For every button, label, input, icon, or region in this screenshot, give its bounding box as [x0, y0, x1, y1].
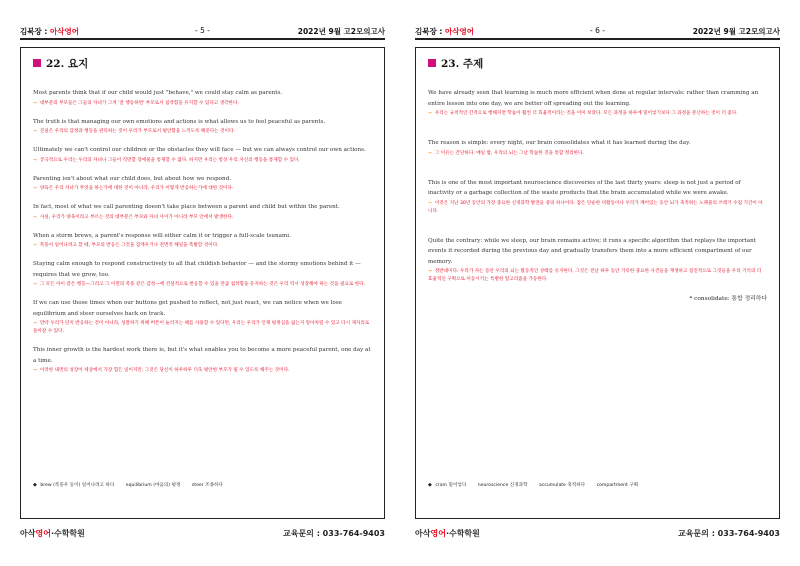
arrow-icon: → [33, 100, 37, 106]
korean-translation: → 그 모든 아이 같은 행동—그리고 그 이면의 폭풍 같은 감정—에 건설적으로 반응할 수 있을 만큼 침착함을 유지하는 것은 우리 역시 성장해야 하는 것을 필요로 한다. [33, 282, 366, 287]
vocab-item: steer 조종하다 [191, 483, 223, 488]
korean-translation: → 궁극적으로 우리는 우리의 자녀나 그들이 직면할 장애물을 통제할 수 없다. 하지만 우리는 항상 우리 자신의 행동을 통제할 수 있다. [33, 157, 300, 163]
arrow-icon: → [33, 129, 37, 134]
header-divider [20, 38, 385, 40]
paragraph [33, 174, 372, 194]
content-box [20, 47, 385, 519]
paragraph [428, 236, 767, 285]
passage [428, 88, 767, 302]
header-divider [415, 38, 780, 40]
korean-translation: → 이러한 내면의 성장이 세상에서 가장 힘든 일이지만, 그것은 당신이 하루하루 더욱 평안한 부모가 될 수 있도록 해주는 것이다. [33, 368, 290, 373]
english-sentence: We have already seen that learning is much more efficient when done at regular intervals: rather than cramming an entire lesson into one day, we are better off spreading out the learning. [428, 90, 759, 107]
paragraph [33, 117, 372, 137]
arrow-icon: → [33, 186, 37, 191]
footnote: * consolidate: 통합 정리하다 [689, 296, 767, 302]
arrow-icon: → [33, 282, 37, 287]
page-footer [20, 528, 385, 542]
header-brand: 김북장 : 아삭영어 [415, 27, 474, 36]
content-box [415, 47, 780, 519]
exam-label: 2022년 9월 고2모의고사 [297, 27, 385, 36]
paragraph [33, 345, 372, 375]
brand-name: 아삭영어 [49, 27, 79, 36]
brand-name: 아삭영어 [444, 27, 474, 36]
english-sentence: The truth is that managing our own emotions and actions is what allows us to feel peaceful as parents. [33, 118, 326, 125]
page-header [20, 26, 385, 38]
left-page [10, 0, 395, 566]
title-bullet-icon [428, 59, 436, 67]
vocab-item: equilibrium (마음의) 평정 [125, 483, 181, 488]
english-sentence: This inner growth is the hardest work there is, but it's what enables you to become a more peaceful parent, one day at a time. [33, 347, 371, 364]
arrow-icon: → [428, 111, 432, 116]
english-sentence: Parenting isn't about what our child does, but about how we respond. [33, 175, 232, 182]
arrow-icon: → [428, 200, 432, 206]
section-title: 23. 주제 [428, 56, 483, 71]
korean-translation: → 우리는 규칙적인 간격으로 행해지면 학습이 훨씬 더 효율적이라는 것을 이미 보았다. 모든 과정을 하루에 밀어넣기보다 그 과정을 분산하는 것이 더 좋다. [428, 111, 738, 116]
vocab-list [428, 482, 648, 488]
arrow-icon: → [33, 157, 37, 163]
korean-translation: → 양육은 우리 자녀가 무엇을 하는가에 대한 것이 아니라, 우리가 어떻게 반응하는가에 대한 것이다. [33, 186, 234, 191]
academy-name: 아삭영어·수학학원 [415, 529, 480, 538]
vocab-item: compartment 구획 [596, 483, 639, 488]
diamond-icon: ◆ [33, 482, 37, 488]
arrow-icon: → [428, 150, 432, 156]
korean-translation: → 만약 우리가 단지 반응하는 것이 아니라, 성찰하기 위해 버튼이 눌러지는 때를 사용할 수 있다면, 우리는 우리가 언제 평정심을 잃는지 알아차릴 수 있고 다시 제자리로 돌아갈 수 있다. [33, 321, 370, 334]
arrow-icon: → [33, 243, 37, 248]
contact-info: 교육문의 : 033-764-9403 [678, 529, 780, 538]
paragraph [33, 145, 372, 165]
english-sentence: Ultimately we can't control our children or the obstacles they will face — but we can always control our own actions. [33, 147, 366, 153]
korean-translation: → 그 이유는 간단하다. 매일 밤, 우리의 뇌는 그날 학습한 것을 통합 정리한다. [428, 150, 584, 156]
korean-translation: → 진실은 우리의 감정과 행동을 관리하는 것이 우리가 부모로서 평안함을 느끼도록 해준다는 것이다. [33, 129, 235, 134]
paragraph [428, 138, 767, 158]
english-sentence: The reason is simple: every night, our brain consolidates what it has learned during the day. [428, 140, 691, 146]
paragraph [33, 88, 372, 108]
page-number: - 6 - [590, 26, 605, 35]
page-number: - 5 - [195, 26, 210, 35]
paragraph [33, 202, 372, 222]
english-sentence: In fact, most of what we call parenting doesn't take place between a parent and child but within the parent. [33, 204, 340, 210]
paragraph [33, 298, 372, 336]
paragraph [428, 88, 767, 118]
vocab-list [33, 482, 233, 488]
exam-label: 2022년 9월 고2모의고사 [692, 27, 780, 36]
english-sentence: Staying calm enough to respond constructively to all that childish behavior — and the stormy emotions behind it — requires that we grow, too. [33, 261, 361, 278]
page-footer [415, 528, 780, 542]
passage [33, 88, 372, 384]
paragraph [428, 178, 767, 216]
korean-translation: → 정반대이다. 우리가 자는 동안 우리의 뇌는 활동적인 상태를 유지한다. 그것은 전날 하루 동안 기록한 중요한 사건들을 재생하고 점진적으로 그것들을 우리 기억의 더 효율적인 구획으로 이동시키는 특별한 알고리즘을 가동한다. [428, 269, 762, 282]
arrow-icon: → [33, 368, 37, 373]
arrow-icon: → [428, 269, 432, 274]
english-sentence: When a storm brews, a parent's response will either calm it or trigger a full-scale tsunami. [33, 232, 291, 239]
paragraph [33, 259, 372, 289]
title-bullet-icon [33, 59, 41, 67]
paragraph [33, 231, 372, 251]
page-header [415, 26, 780, 38]
vocab-item: brew (폭풍우 등이) 일어나려고 하다 [40, 483, 115, 488]
right-page [405, 0, 790, 566]
english-sentence: If we can use those times when our buttons get pushed to reflect, not just react, we can notice when we lose equilibrium and steer ourselves back on track. [33, 300, 342, 317]
arrow-icon: → [33, 321, 37, 326]
korean-translation: → 사실, 우리가 양육이라고 부르는 것의 대부분은 부모와 자녀 사이가 아니라 부모 안에서 발생한다. [33, 214, 234, 220]
korean-translation: → 폭풍이 일어나려고 할 때, 부모의 반응은 그것을 잠재우거나 전면적 해일을 촉발할 것이다. [33, 243, 219, 248]
contact-info: 교육문의 : 033-764-9403 [283, 529, 385, 538]
section-title: 22. 요지 [33, 56, 88, 71]
korean-translation: → 대부분의 부모들은 그들의 자녀가 그저 '잘 행동하면' 부모로서 침착함을 유지할 수 있다고 생각한다. [33, 100, 239, 106]
vocab-item: accumulate 축적하다 [539, 483, 586, 488]
arrow-icon: → [33, 214, 37, 220]
vocab-item: neuroscience 신경과학 [477, 483, 528, 488]
academy-name: 아삭영어·수학학원 [20, 529, 85, 538]
diamond-icon: ◆ [428, 482, 432, 488]
english-sentence: Most parents think that if our child would just "behave," we could stay calm as parents. [33, 90, 283, 96]
korean-translation: → 이것은 지난 30년 동안의 가장 중요한 신경과학 발견들 중의 하나이다. 잠은 단순한 비활동이나 우리가 깨어있는 동안 뇌가 축적하는 노폐물의 쓰레기 수집 기간이 아니다. [428, 200, 763, 214]
vocab-item: cram 밀어넣다 [435, 483, 467, 488]
header-brand: 김북장 : 아삭영어 [20, 27, 79, 36]
english-sentence: This is one of the most important neuroscience discoveries of the last thirty years: sleep is not just a period of inactivity or a garbage collection of the waste products that the brain accumulated while we were awake. [428, 179, 741, 196]
english-sentence: Quite the contrary: while we sleep, our brain remains active; it runs a specific algorithm that replays the important events it recorded during the previous day and gradually transfers them into a more efficient compartment of our memory. [428, 237, 756, 265]
